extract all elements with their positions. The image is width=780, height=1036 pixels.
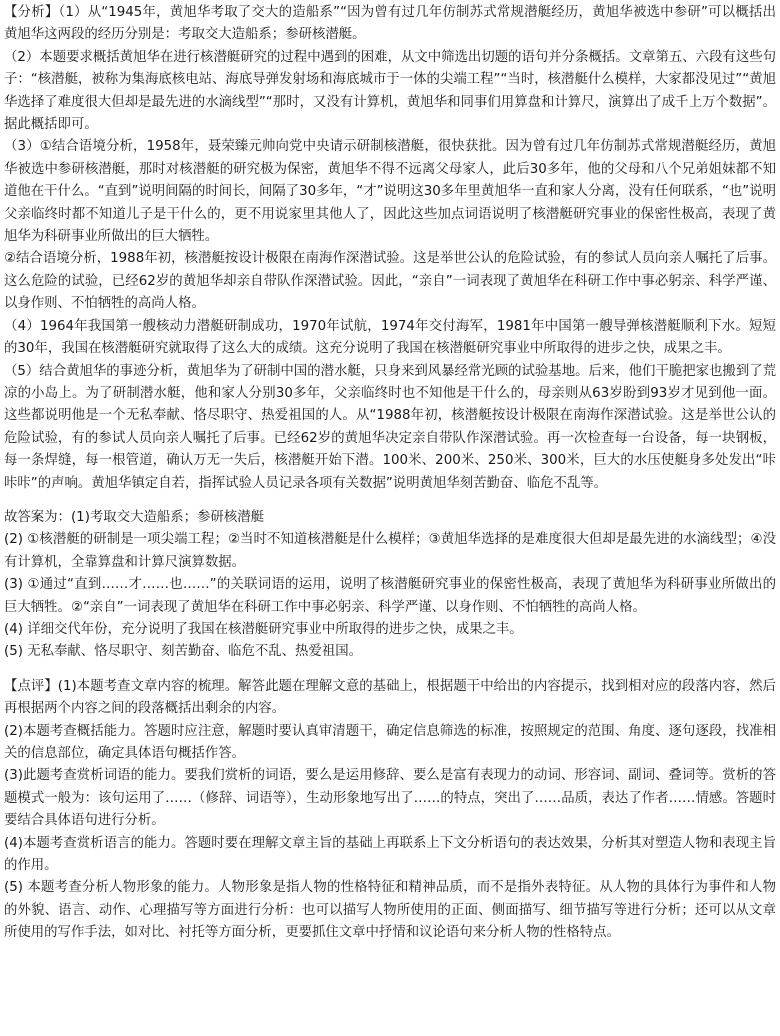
answer-line-4: (4) 详细交代年份，充分说明了我国在核潜艇研究事业中所取得的进步之快，成果之丰。 — [4, 621, 523, 637]
analysis-paragraph-3-2: ②结合语境分析，1988年初，核潜艇按设计极限在南海作深潜试验。这是举世公认的危险试验，有的参试人员向亲人嘱托了后事。这么危险的试验，已经62岁的黄旭华却亲自带队作深潜试验。因此，“亲自”一词表现了黄旭华在科研工作中事必躬亲、科学严谨、以身作则、不怕牺牲的高尚人格。 — [4, 251, 776, 312]
answer-section — [4, 507, 776, 664]
analysis-paragraph-5: （5）结合黄旭华的事迹分析，黄旭华为了研制中国的潜水艇，只身来到风暴经常光顾的试验基地。后来，他们干脆把家也搬到了荒凉的小岛上。为了研制潜水艇，他和家人分别30多年，父亲临终时也不知他是干什么的，母亲则从63岁盼到93岁才见到他一面。这些都说明他是一个无私奉献、恪尽职守、热爱祖国的人。从“1988年初，核潜艇按设计极限在南海作深潜试验。这是举世公认的危险试验，有的参试人员向亲人嘱托了后事。已经62岁的黄旭华决定亲自带队作深潜试验。再一次检查每一台设备，每一块钢板，每一条焊缝，每一根管道，确认万无一失后，核潜艇开始下潜。100米、200米、250米、300米，巨大的水压使艇身多处发出“咔咔咔”的声响。黄旭华镇定自若，指挥试验人员记录各项有关数据”说明黄旭华刻苦勤奋、临危不乱等。 — [4, 363, 776, 491]
comment-paragraph-1: 【点评】(1)本题考查文章内容的梳理。解答此题在理解文意的基础上，根据题干中给出的内容提示，找到相对应的段落内容，然后再根据两个内容之间的段落概括出剩余的内容。 — [4, 678, 776, 717]
analysis-paragraph-3-1: （3）①结合语境分析，1958年，聂荣臻元帅向党中央请示研制核潜艇，很快获批。因为曾有过几年仿制苏式常规潜艇经历，黄旭华被选中参研核潜艇，那时对核潜艇的研究极为保密，黄旭华不得不远离父母家人，此后30多年，他的父母和八个兄弟姐妹都不知道他在干什么。“直到”说明间隔的时间长，间隔了30多年，“才”说明这30多年里黄旭华一直和家人分离，没有任何联系，“也”说明父亲临终时都不知道儿子是干什么的，更不用说家里其他人了，因此这些加点词语说明了核潜艇研究事业的保密性极高，表现了黄旭华为科研事业所做出的巨大牺牲。 — [4, 139, 777, 245]
comment-paragraph-2: (2)本题考查概括能力。答题时应注意，解题时要认真审清题干，确定信息筛选的标准，按照规定的范围、角度、逐句逐段，找准相关的信息部位，确定具体语句概括作答。 — [4, 723, 776, 761]
answer-line-3: (3) ①通过“直到……才……也……”的关联词语的运用，说明了核潜艇研究事业的保密性极高，表现了黄旭华为科研事业所做出的巨大牺牲。②“亲自”一词表现了黄旭华在科研工作中事必躬亲、科学严谨、以身作则、不怕牺牲的高尚人格。 — [4, 577, 776, 615]
analysis-paragraph-2: （2）本题要求概括黄旭华在进行核潜艇研究的过程中遇到的困难，从文中筛选出切题的语句并分条概括。文章第五、六段有这些句子：“核潜艇，被称为集海底核电站、海底导弹发射场和海底城市于一体的尖端工程”“当时，核潜艇什么模样，大家都没见过”“黄旭华选择了难度很大但却是最先进的水滴线型”“那时，又没有计算机，黄旭华和同事们用算盘和计算尺，演算出了成千上万个数据”。据此概括即可。 — [4, 49, 776, 133]
section-spacer — [4, 664, 776, 676]
analysis-paragraph-4: （4）1964年我国第一艘核动力潜艇研制成功，1970年试航，1974年交付海军，1981年中国第一艘导弹核潜艇顺利下水。短短的30年，我国在核潜艇研究就取得了这么大的成绩。这充分说明了我国在核潜艇研究事业中所取得的进步之快，成果之丰。 — [4, 318, 776, 357]
comment-paragraph-5: (5) 本题考查分析人物形象的能力。人物形象是指人物的性格特征和精神品质，而不是指外表特征。从人物的具体行为事件和人物的外貌、语言、动作、心理描写等方面进行分析：也可以描写人物所使用的正面、侧面描写、细节描写等进行分析；还可以从文章所使用的写作手法，如对比、衬托等方面分析，更要抓住文章中抒情和议论语句来分析人物的性格特点。 — [4, 880, 776, 941]
section-spacer — [4, 495, 776, 507]
analysis-section — [4, 2, 776, 495]
comment-paragraph-3: (3)此题考查赏析词语的能力。要我们赏析的词语，要么是运用修辞、要么是富有表现力的动词、形容词、副词、叠词等。赏析的答题模式一般为：该句运用了……（修辞、词语等），生动形象地写出了……的特点，突出了……品质，表达了作者……情感。答题时要结合具体语句进行分析。 — [4, 768, 776, 829]
comment-section — [4, 676, 776, 945]
comment-paragraph-4: (4)本题考查赏析语言的能力。答题时要在理解文章主旨的基础上再联系上下文分析语句的表达效果，分析其对塑造人物和表现主旨的作用。 — [4, 835, 776, 874]
answer-line-5: (5) 无私奉献、恪尽职守、刻苦勤奋、临危不乱、热爱祖国。 — [4, 644, 362, 660]
answer-line-1: 故答案为：(1)考取交大造船系；参研核潜艇 — [4, 509, 264, 525]
answer-line-2: (2) ①核潜艇的研制是一项尖端工程；②当时不知道核潜艇是什么模样；③黄旭华选择的是难度很大但却是最先进的水滴线型；④没有计算机，全靠算盘和计算尺演算数据。 — [4, 532, 776, 570]
analysis-intro-paragraph: 【分析】（1）从“1945年，黄旭华考取了交大的造船系”“因为曾有过几年仿制苏式常规潜艇经历，黄旭华被选中参研”可以概括出黄旭华这两段的经历分别是：考取交大造船系；参研核潜艇。 — [4, 5, 776, 43]
